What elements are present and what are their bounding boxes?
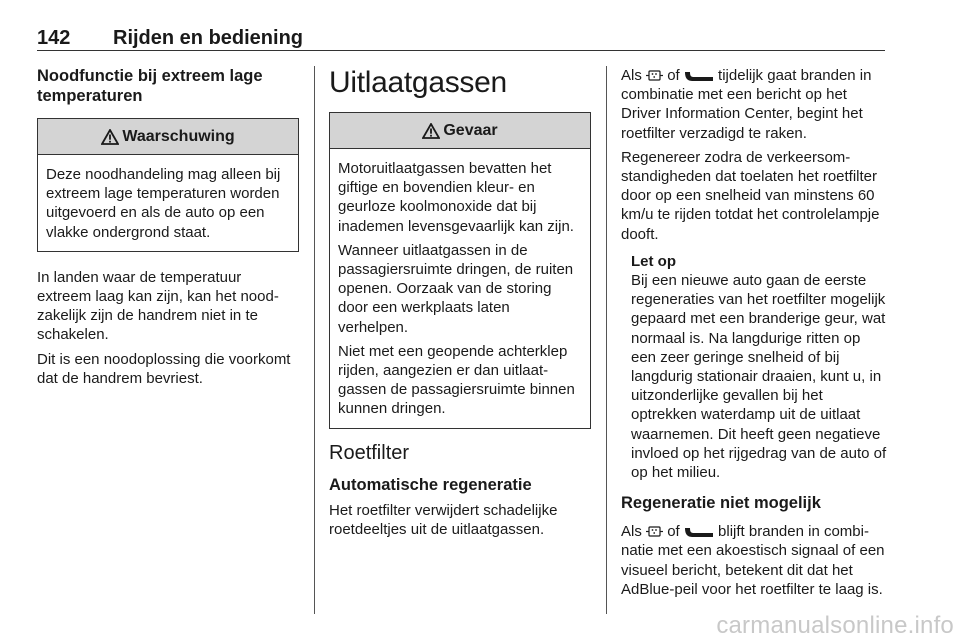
- danger-body: [330, 149, 590, 428]
- text: of: [667, 523, 680, 541]
- danger-box: [329, 112, 591, 429]
- section-heading-regeneration-impossible: Regeneratie niet mogelijk: [621, 494, 821, 513]
- note-text: Bij een nieuwe auto gaan de eerste regeneraties van het roetfilter mogelijk gepaard met een branderige geur, wat normaal is. Na langdurige ritten op een zeer geringe snelheid of bij langdurig stationair draaien, kunt u, in uitzonderlijke gevallen bij het optrekken waterdamp uit de uitlaat waarnemen. Dit heeft geen negatieve invloed op het rijgedrag van de auto of op het milieu.: [631, 272, 887, 482]
- text: Als: [621, 523, 642, 541]
- exhaust-icon: [684, 70, 714, 83]
- note-block: [631, 252, 889, 482]
- paragraph: [621, 66, 889, 143]
- paragraph: Dit is een noodoplossing die voorkomt dat de handrem bevriest.: [37, 350, 291, 387]
- paragraph: In landen waar de temperatuur extreem laag kan zijn, kan het noodzakelijk zijn de handrem niet in te schakelen.: [37, 268, 279, 344]
- text: blijft branden in combinatie met een akoestisch signaal of een visueel bericht, betekent dit dat het AdBlue-peil voor het roetfilter te laag is.: [621, 523, 885, 598]
- danger-title: Gevaar: [443, 121, 498, 139]
- column-2: [329, 66, 591, 539]
- danger-text: Wanneer uitlaatgassen in de passagiersruimte dringen, de ruiten openen. Oorzaak van de storing door een werkplaats laten verhelpen.: [338, 241, 574, 336]
- paragraph: [621, 522, 889, 599]
- chapter-title: Rijden en bediening: [113, 27, 304, 49]
- text: Als: [621, 67, 642, 84]
- warning-title: Waarschuwing: [122, 127, 235, 145]
- warning-box: [37, 118, 299, 252]
- note-title: Let op: [631, 252, 676, 270]
- warning-triangle-icon: [422, 123, 440, 139]
- warning-body: [38, 155, 298, 251]
- warning-box-header: [38, 119, 298, 155]
- column-divider: [314, 66, 315, 614]
- section-heading-particle-filter: Roetfilter: [329, 441, 410, 464]
- warning-triangle-icon: [101, 129, 119, 145]
- subheading-auto-regeneration: Automatische regeneratie: [329, 475, 532, 494]
- column-1: [37, 66, 299, 388]
- text: of: [667, 67, 680, 84]
- exhaust-icon: [684, 526, 714, 539]
- particle-filter-icon: [646, 524, 663, 539]
- paragraph: Het roetfilter verwijdert schadelijke roetdeeltjes uit de uitlaatgassen.: [329, 501, 558, 538]
- section-heading-exhaust: Uitlaatgassen: [329, 66, 507, 99]
- text: tijdelijk gaat branden in combinatie met een bericht op het Driver Information Center, begint het roetfilter verzadigd te raken.: [621, 67, 872, 142]
- danger-text: Motoruitlaatgassen bevatten het giftige en bovendien kleur- en geurloze koolmonoxide dat bij inademen levensgevaarlijk kan zijn.: [338, 160, 574, 235]
- section-heading-emergency: Noodfunctie bij extreem lage temperaturen: [37, 67, 263, 105]
- page-header: [37, 27, 885, 51]
- page-number: 142: [37, 27, 71, 49]
- particle-filter-icon: [646, 68, 663, 83]
- paragraph: Regenereer zodra de verkeersomstandigheden dat toelaten het roetfilter door op een snelheid van minstens 60 km/u te rijden totdat het controlelampje dooft.: [621, 148, 880, 243]
- danger-box-header: [330, 113, 590, 149]
- warning-text: Deze noodhandeling mag alleen bij extreem lage temperaturen worden uitgevoerd en als de auto op een vlakke ondergrond staat.: [46, 166, 281, 241]
- danger-text: Niet met een geopende achterklep rijden, aangezien er dan uitlaatgassen de passagiersruimte binnen kunnen dringen.: [338, 342, 575, 418]
- watermark: carmanualsonline.info: [716, 612, 954, 639]
- column-divider: [606, 66, 607, 614]
- column-3: [621, 66, 889, 599]
- emergency-text: [37, 268, 299, 388]
